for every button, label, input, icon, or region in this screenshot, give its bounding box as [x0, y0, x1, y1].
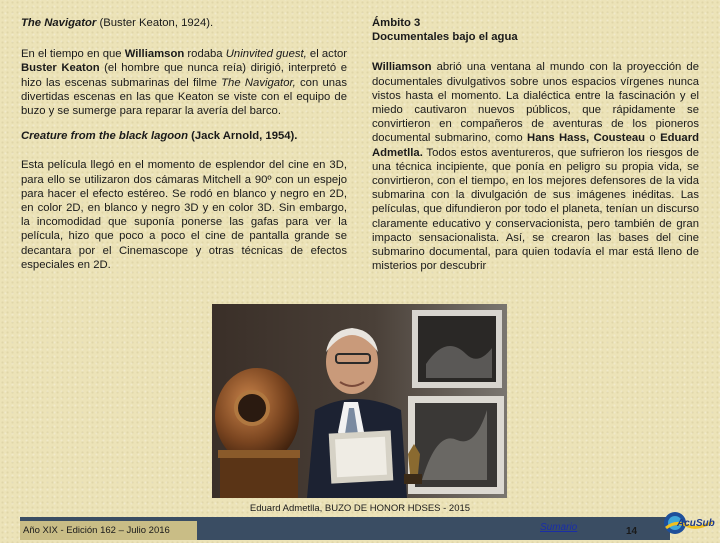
issue-info: Año XIX - Edición 162 – Julio 2016	[20, 521, 197, 540]
ambit-heading: Ámbito 3	[372, 17, 421, 29]
sumario-link[interactable]: Sumario	[540, 522, 578, 533]
navigator-paragraph: En el tiempo en que Williamson rodaba Uninvited guest, el actor Buster Keaton (el hombre que nunca reía) dirigió, interpretó e hizo las escenas submarinas del filme The Navigator, con unas divertidas escenas en las que Keaton se viste con el equipo de buzo y se sumerge para reparar la avería del barco.	[21, 48, 348, 118]
svg-text:AcuSub: AcuSub	[677, 518, 715, 529]
documentary-paragraph: Williamson abrió una ventana al mundo con la proyección de documentales divulgativos sobre unos espacios vírgenes nunca vistos hasta el momento. La dialéctica entre la fascinación y el miedo cautivaron nuevos públicos, que rápidamente se convirtieron en compañeros de aventuras de los pioneros documental submarino, como Hans Hass, Cousteau o Eduard Admetlla. Todos estos aventureros, que sufrieron los riesgos de una técnica incipiente, que ponía en peligro su propia vida, se convirtieron, con el tiempo, en los mejores defensores de la vida submarina con la divulgación de sus imágenes inéditas. Las películas, que difundieron por todo el planeta, tenían un discurso claramente educativo y conservacionista, pero también de gran impacto sensacionalista. Así, se crearon las bases del cine submarino documental, para quien todavía el mar está lleno de misterios por descubrir	[372, 61, 699, 273]
ambit-subheading: Documentales bajo el agua	[372, 31, 518, 44]
navigator-heading: The Navigator (Buster Keaton, 1924).	[21, 17, 214, 29]
page-number: 14	[626, 526, 638, 537]
right-column	[372, 16, 699, 273]
left-column	[21, 16, 347, 272]
creature-paragraph: Esta película llegó en el momento de esplendor del cine en 3D, para ello se utilizaron dos cámaras Mitchell a 90º con un espejo para hacer el efecto estéreo. Se rodó en blanco y negro en 2D, en color 2D, en blanco y negro 3D y en color 3D. Sin embargo, la incomodidad que suponía ponerse las gafas para ver la película, hizo que poco a poco el cine de pantalla grande se decantara por el Cinemascope y otras técnicas de efectos especiales en 2D.	[21, 159, 347, 271]
acusub-logo	[663, 508, 715, 538]
admetlla-photo	[212, 304, 507, 498]
creature-heading: Creature from the black lagoon (Jack Arnold, 1954).	[21, 130, 298, 143]
photo-caption: Eduard Admetlla, BUZO DE HONOR HDSES - 2015	[249, 503, 471, 514]
